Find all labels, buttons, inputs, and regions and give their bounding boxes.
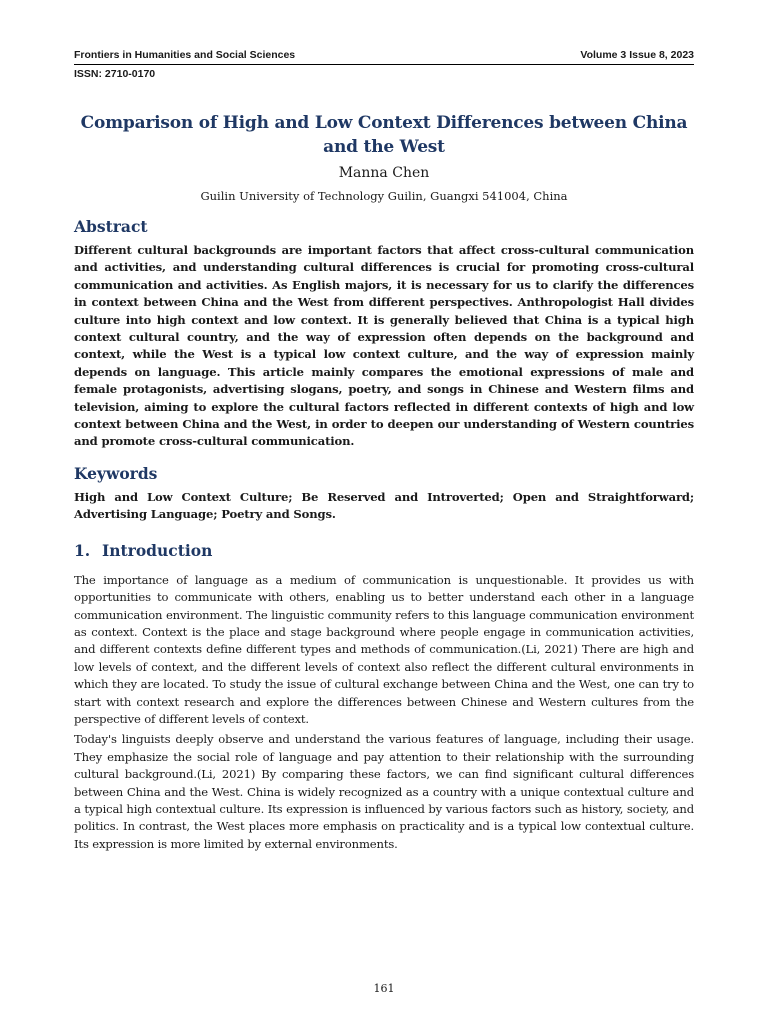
paper-title: Comparison of High and Low Context Differences between China and the West [80, 113, 688, 157]
intro-paragraph-2: Today's linguists deeply observe and understand the various features of language, including their usage. They emphasize the social role of language and pay attention to their relationship with the surrounding cultural background.(Li, 2021) By comparing these factors, we can find significant cultural differences between China and the West. China is widely recognized as a country with a unique contextual culture and a typical high contextual culture. Its expression is influenced by various factors such as history, society, and politics. In contrast, the West places more emphasis on practicality and is a typical low contextual culture. Its expression is more limited by external environments. [74, 732, 694, 851]
introduction-heading [74, 540, 694, 562]
intro-paragraph-1: The importance of language as a medium of communication is unquestionable. It provides us with opportunities to communicate with others, enabling us to better understand each other in a language communication environment. The linguistic community refers to this language communication environment as context. Context is the place and stage background where people engage in communication activities, and different contexts define different types and methods of communication.(Li, 2021) There are high and low levels of context, and the different levels of context also reflect the different cultural environments in which they are located. To study the issue of cultural exchange between China and the West, one can try to start with context research and explore the differences between Chinese and Western cultures from the perspective of different levels of context. [74, 572, 694, 726]
author-name: Manna Chen [338, 165, 430, 181]
abstract-heading: Abstract [74, 217, 148, 236]
abstract-text: Different cultural backgrounds are important factors that affect cross-cultural communication and activities, and understanding cultural differences is crucial for promoting cross-cultural communication and activities. As English majors, it is necessary for us to clarify the differences in context between China and the West from different perspectives. Anthropologist Hall divides culture into high context and low context. It is generally believed that China is a typical high context cultural country, and the way of expression often depends on the background and context, while the West is a typical low context culture, and the way of expression mainly depends on language. This article mainly compares the emotional expressions of male and female protagonists, advertising slogans, poetry, and songs in Chinese and Western films and television, aiming to explore the cultural factors reflected in different contexts of high and low context between China and the West, in order to deepen our understanding of Western countries and promote cross-cultural communication. [74, 243, 694, 449]
page-number: 161 [373, 982, 395, 995]
paper-page [74, 48, 694, 853]
issn: ISSN: 2710-0170 [74, 68, 156, 80]
affiliation: Guilin University of Technology Guilin, Guangxi 541004, China [200, 189, 568, 203]
section-title: Introduction [102, 540, 213, 560]
keywords-text: High and Low Context Culture; Be Reserved and Introverted; Open and Straightforward; Advertising Language; Poetry and Songs. [74, 489, 694, 522]
keywords-heading: Keywords [74, 463, 158, 483]
section-number: 1. [74, 540, 91, 560]
volume-info: Volume 3 Issue 8, 2023 [580, 49, 694, 61]
running-header [74, 48, 694, 62]
header-rule [74, 64, 694, 65]
journal-name: Frontiers in Humanities and Social Sciences [74, 49, 296, 61]
